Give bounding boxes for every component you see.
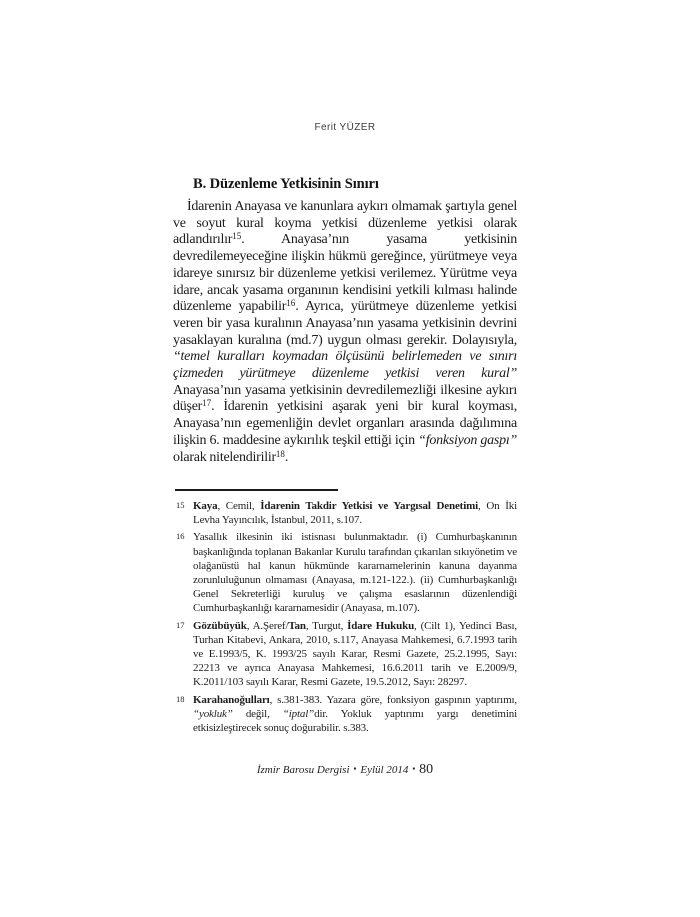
text-segment: Tan <box>288 619 306 632</box>
text-segment: Yasallık ilkesinin iki istisnası bulunmaktadır. (i) Cumhurbaşkanının başkanlığında toplanan Bakanlar Kurulu tarafından çıkarılan sıkıyönetim ve olağanüstü hal kanun hükmünde kararnamelerinin kanuna dayanma zorunluluğunun olmaması (Anayasa, m.121-122.). (ii) Cumhurbaşkanlığı Genel Sekreterliği kuruluş ve çalışma esaslarının düzenlendiği Cumhurbaşkanlığı kararnamesidir (Anayasa, m.107). <box>193 531 517 615</box>
text-segment: , Cemil, <box>217 500 261 512</box>
text-segment: “yokluk” <box>193 707 233 720</box>
text-segment: , s.381-383. Yazara göre, fonksiyon gaspının yaptırımı, <box>269 693 517 706</box>
body-paragraph <box>173 199 517 466</box>
text-segment: Karahanoğulları <box>193 693 270 706</box>
text-segment: Kaya <box>193 500 218 512</box>
footer-bullet-icon: ▪ <box>412 764 416 773</box>
footnote-marker: 15 <box>232 231 242 242</box>
page-number: 80 <box>419 762 434 777</box>
text-segment: . <box>284 449 289 465</box>
text-segment: . Anayasa’nın yasama yetkisinin devredilemeyeceğine ilişkin hükmü gereğince, yürütmeye veya idareye sınırsız bir düzenleme yetkisi verilemez. Yürütme veya idare, ancak yasama organının kendisini yetkili kılması halinde düzenleme yapabilir <box>173 232 517 315</box>
footnote-separator <box>175 489 338 491</box>
footnote-marker: 18 <box>275 448 285 459</box>
text-segment: İdare Hukuku <box>347 619 415 632</box>
text-segment: . İdarenin yetkisini aşarak yeni bir kural koyması, Anayasa’nın egemenliğin devlet organları arasında dağılımına ilişkin 6. maddesine aykırılık teşkil ettiği için <box>173 399 517 448</box>
section-heading: B. Düzenleme Yetkisinin Sınırı <box>193 176 379 192</box>
text-segment: , Turgut, <box>305 619 348 632</box>
footnote-item <box>173 499 517 527</box>
footnote-text <box>193 694 517 734</box>
text-segment: değil, <box>232 707 283 720</box>
text-segment: “fonksiyon gaspı” <box>418 432 518 448</box>
footnotes-list <box>173 499 517 738</box>
text-segment: . Ayrıca, yürütmeye düzenleme yetkisi veren bir yasa kuralının Anayasa’nın yasama yetkisinin devrini yasaklayan kuralına (md.7) uygun olması gerekir. Dolayısıyla, <box>173 299 518 348</box>
page-header-author: Ferit YÜZER <box>314 122 376 133</box>
footer-bullet-icon: ▪ <box>353 764 357 773</box>
text-segment: , On İki Levha Yayıncılık, İstanbul, 2011, s.107. <box>193 500 517 527</box>
text-segment: “temel kuralları koymadan ölçüsünü belirlemeden ve sınırı çizmeden yürütmeye düzenleme yetkisi veren kural” <box>173 349 517 382</box>
text-segment: İdarenin Takdir Yetkisi ve Yargısal Denetimi <box>260 500 479 512</box>
issue-date: Eylül 2014 <box>360 764 409 776</box>
footnote-item <box>173 530 517 615</box>
footnote-text <box>193 531 517 614</box>
text-segment: “iptal” <box>282 707 315 720</box>
text-segment: İdarenin Anayasa ve kanunlara aykırı olmamak şartıyla genel ve soyut kural koyma yetkisi düzenleme yetkisi olarak adlandırılır <box>173 199 517 248</box>
footnote-marker: 17 <box>202 398 212 409</box>
journal-title: İzmir Barosu Dergisi <box>256 764 350 776</box>
text-segment: Anayasa’nın yasama yetkisinin devredilemezliği ilkesine aykırı düşer <box>173 382 517 415</box>
footnote-number: 17 <box>176 619 185 630</box>
footnote-number: 15 <box>176 500 185 510</box>
footnote-number: 16 <box>176 531 185 542</box>
footnote-marker: 16 <box>286 298 296 309</box>
text-segment: Gözübüyük <box>193 619 247 632</box>
text-segment: dir. Yokluk yaptırımı yargı denetimini etkisizleştirecek sonuç doğurabilir. s.383. <box>193 707 517 735</box>
footnote-text <box>193 500 517 526</box>
footnote-item <box>173 619 517 690</box>
text-segment: , A.Şeref/ <box>246 619 289 632</box>
footnote-text <box>193 620 517 689</box>
text-segment: , (Cilt 1), Yedinci Bası, Turhan Kitabevi, Ankara, 2010, s.117, Anayasa Mahkemesi, 6.7.1993 tarih ve E.1993/5, K. 1993/25 sayılı Karar, Resmi Gazete, 25.2.1995, Sayı: 22213 ve ayrıca Anayasa Mahkemesi, 16.6.2011 tarih ve E.2009/9, K.2011/103 sayılı Karar, Resmi Gazete, 19.5.2012, Sayı: 28297. <box>193 619 518 689</box>
text-segment: olarak nitelendirilir <box>173 449 276 465</box>
footnote-item <box>173 693 517 736</box>
page-footer <box>173 762 517 778</box>
footnote-number: 18 <box>176 693 185 704</box>
